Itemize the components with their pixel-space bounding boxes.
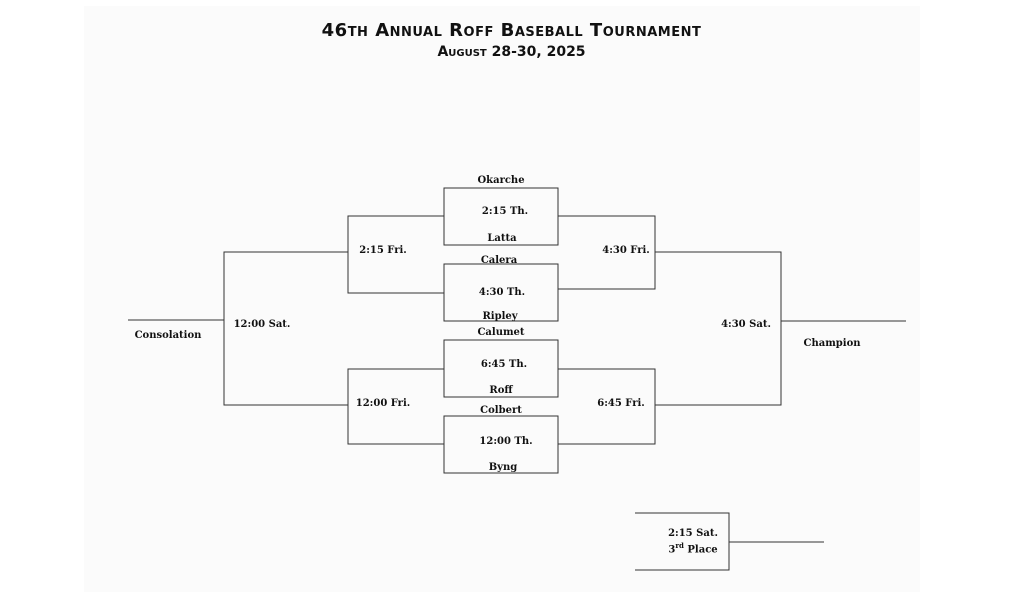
game-time-4: 12:00 Th.: [479, 436, 533, 447]
tournament-title: 46th Annual Roff Baseball Tournament: [321, 20, 702, 41]
consolation-label: Consolation: [134, 330, 202, 341]
tournament-dates: August 28-30, 2025: [437, 44, 586, 60]
team-latta: Latta: [487, 233, 517, 244]
team-calera: Calera: [480, 255, 518, 266]
championship-final-time: 4:30 Sat.: [721, 319, 771, 330]
game-time-3: 6:45 Th.: [480, 359, 528, 370]
team-byng: Byng: [488, 462, 518, 473]
game-time-1: 2:15 Th.: [481, 206, 529, 217]
consolation-upper-time: 2:15 Fri.: [359, 245, 407, 256]
consolation-final-time: 12:00 Sat.: [233, 319, 291, 330]
third-place-time: 2:15 Sat.: [668, 528, 718, 539]
team-colbert: Colbert: [480, 405, 522, 416]
team-roff: Roff: [489, 385, 513, 396]
championship-upper-time: 4:30 Fri.: [602, 245, 650, 256]
champion-label: Champion: [803, 338, 861, 349]
third-place-label: 3rd Place: [668, 541, 718, 556]
team-ripley: Ripley: [482, 311, 518, 322]
championship-lower-time: 6:45 Fri.: [597, 398, 645, 409]
team-calumet: Calumet: [477, 327, 525, 338]
team-okarche: Okarche: [477, 175, 525, 186]
game-time-2: 4:30 Th.: [478, 287, 526, 298]
consolation-lower-time: 12:00 Fri.: [355, 398, 411, 409]
